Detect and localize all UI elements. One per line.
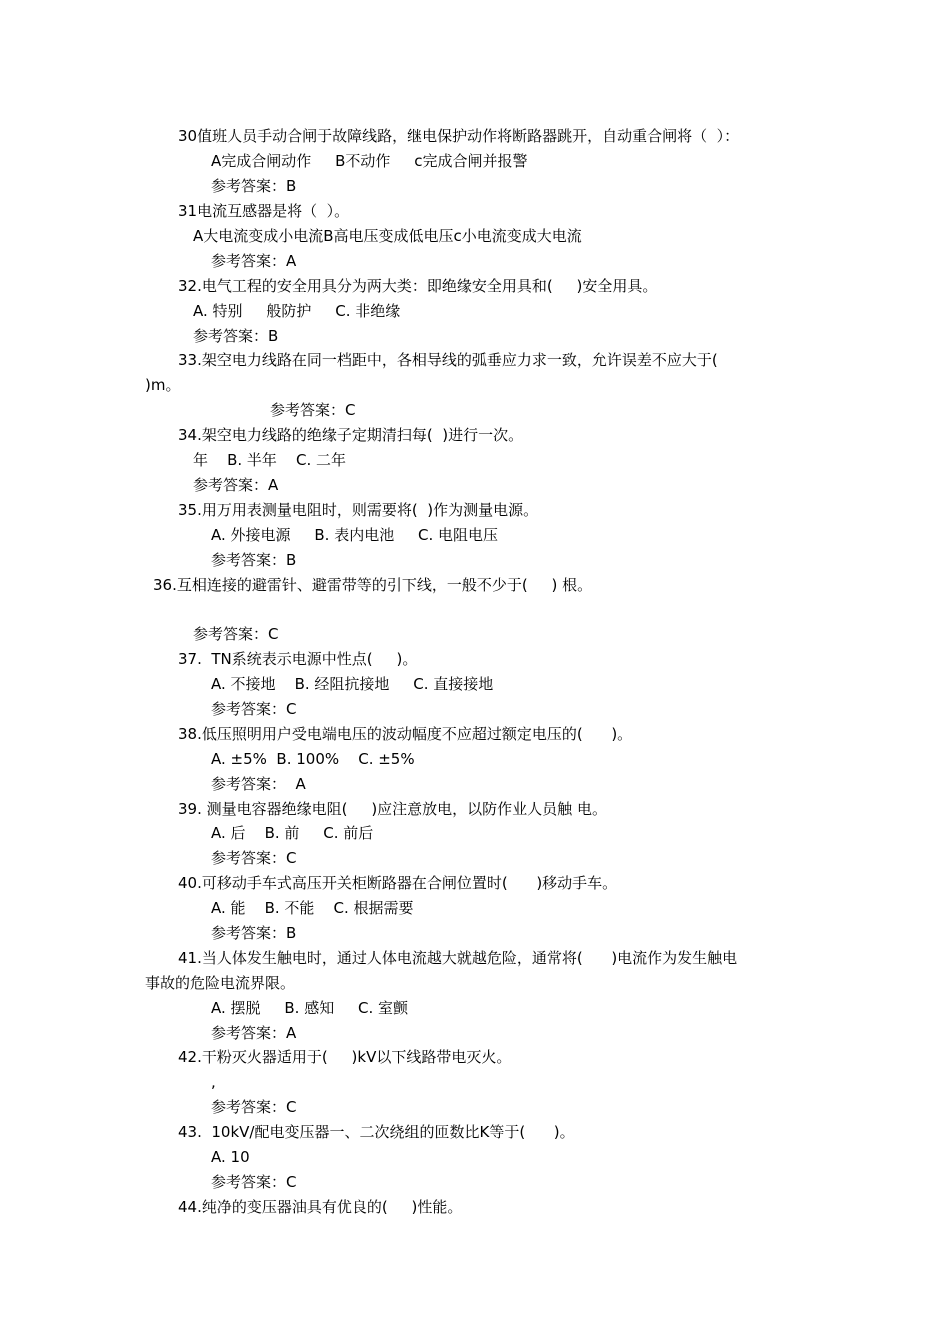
answer-36: 参考答案：C <box>193 625 279 643</box>
options-42: , <box>211 1073 216 1091</box>
options-31: A大电流变成小电流B高电压变成低电压c小电流变成大电流 <box>193 227 582 245</box>
options-34: 年 B. 半年 C. 二年 <box>193 451 346 469</box>
answer-40: 参考答案：B <box>211 924 297 942</box>
question-32: 32.电气工程的安全用具分为两大类：即绝缘安全用具和( )安全用具。 <box>178 277 658 295</box>
question-37: 37. TN系统表示电源中性点( )。 <box>178 650 418 668</box>
question-42: 42.干粉灭火器适用于( )kV以下线路带电灭火。 <box>178 1048 512 1066</box>
answer-42: 参考答案：C <box>211 1098 297 1116</box>
answer-39: 参考答案：C <box>211 849 297 867</box>
answer-37: 参考答案：C <box>211 700 297 718</box>
options-30: A完成合闸动作 B不动作 c完成合闸并报警 <box>211 152 528 170</box>
question-44: 44.纯净的变压器油具有优良的( )性能。 <box>178 1198 463 1216</box>
question-41: 41.当人体发生触电时，通过人体电流越大就越危险，通常将( )电流作为发生触电 <box>178 949 738 967</box>
options-39: A. 后 B. 前 C. 前后 <box>211 824 374 842</box>
options-38: A. ±5% B. 100% C. ±5% <box>211 750 415 768</box>
options-35: A. 外接电源 B. 表内电池 C. 电阻电压 <box>211 526 499 544</box>
options-41: A. 摆脱 B. 感知 C. 室颤 <box>211 999 409 1017</box>
options-37: A. 不接地 B. 经阻抗接地 C. 直接接地 <box>211 675 494 693</box>
answer-35: 参考答案：B <box>211 551 297 569</box>
answer-41: 参考答案：A <box>211 1024 297 1042</box>
question-43: 43. 10kV/配电变压器一、二次绕组的匝数比K等于( )。 <box>178 1123 575 1141</box>
question-33-continued: )m。 <box>145 376 181 394</box>
question-33: 33.架空电力线路在同一档距中，各相导线的弧垂应力求一致，允许误差不应大于( <box>178 351 718 369</box>
answer-33: 参考答案：C <box>270 401 356 419</box>
options-32: A. 特别 般防护 C. 非绝缘 <box>193 302 401 320</box>
answer-30: 参考答案：B <box>211 177 297 195</box>
answer-43: 参考答案：C <box>211 1173 297 1191</box>
options-43: A. 10 <box>211 1148 250 1166</box>
options-40: A. 能 B. 不能 C. 根据需要 <box>211 899 414 917</box>
question-40: 40.可移动手车式高压开关柜断路器在合闸位置时( )移动手车。 <box>178 874 618 892</box>
answer-32: 参考答案：B <box>193 327 279 345</box>
answer-34: 参考答案：A <box>193 476 279 494</box>
question-39: 39. 测量电容器绝缘电阻( )应注意放电，以防作业人员触 电。 <box>178 800 607 818</box>
question-41-continued: 事故的危险电流界限。 <box>145 974 296 992</box>
answer-31: 参考答案：A <box>211 252 297 270</box>
question-36: 36.互相连接的避雷针、避雷带等的引下线，一般不少于( ) 根。 <box>153 576 593 594</box>
answer-38: 参考答案： A <box>211 775 306 793</box>
question-30: 30值班人员手动合闸于故障线路，继电保护动作将断路器跳开，自动重合闸将（ ）： <box>178 127 740 145</box>
question-35: 35.用万用表测量电阻时，则需要将( )作为测量电源。 <box>178 501 539 519</box>
question-38: 38.低压照明用户受电端电压的波动幅度不应超过额定电压的( )。 <box>178 725 633 743</box>
question-34: 34.架空电力线路的绝缘子定期清扫每( )进行一次。 <box>178 426 524 444</box>
question-31: 31电流互感器是将（ ）。 <box>178 202 350 220</box>
